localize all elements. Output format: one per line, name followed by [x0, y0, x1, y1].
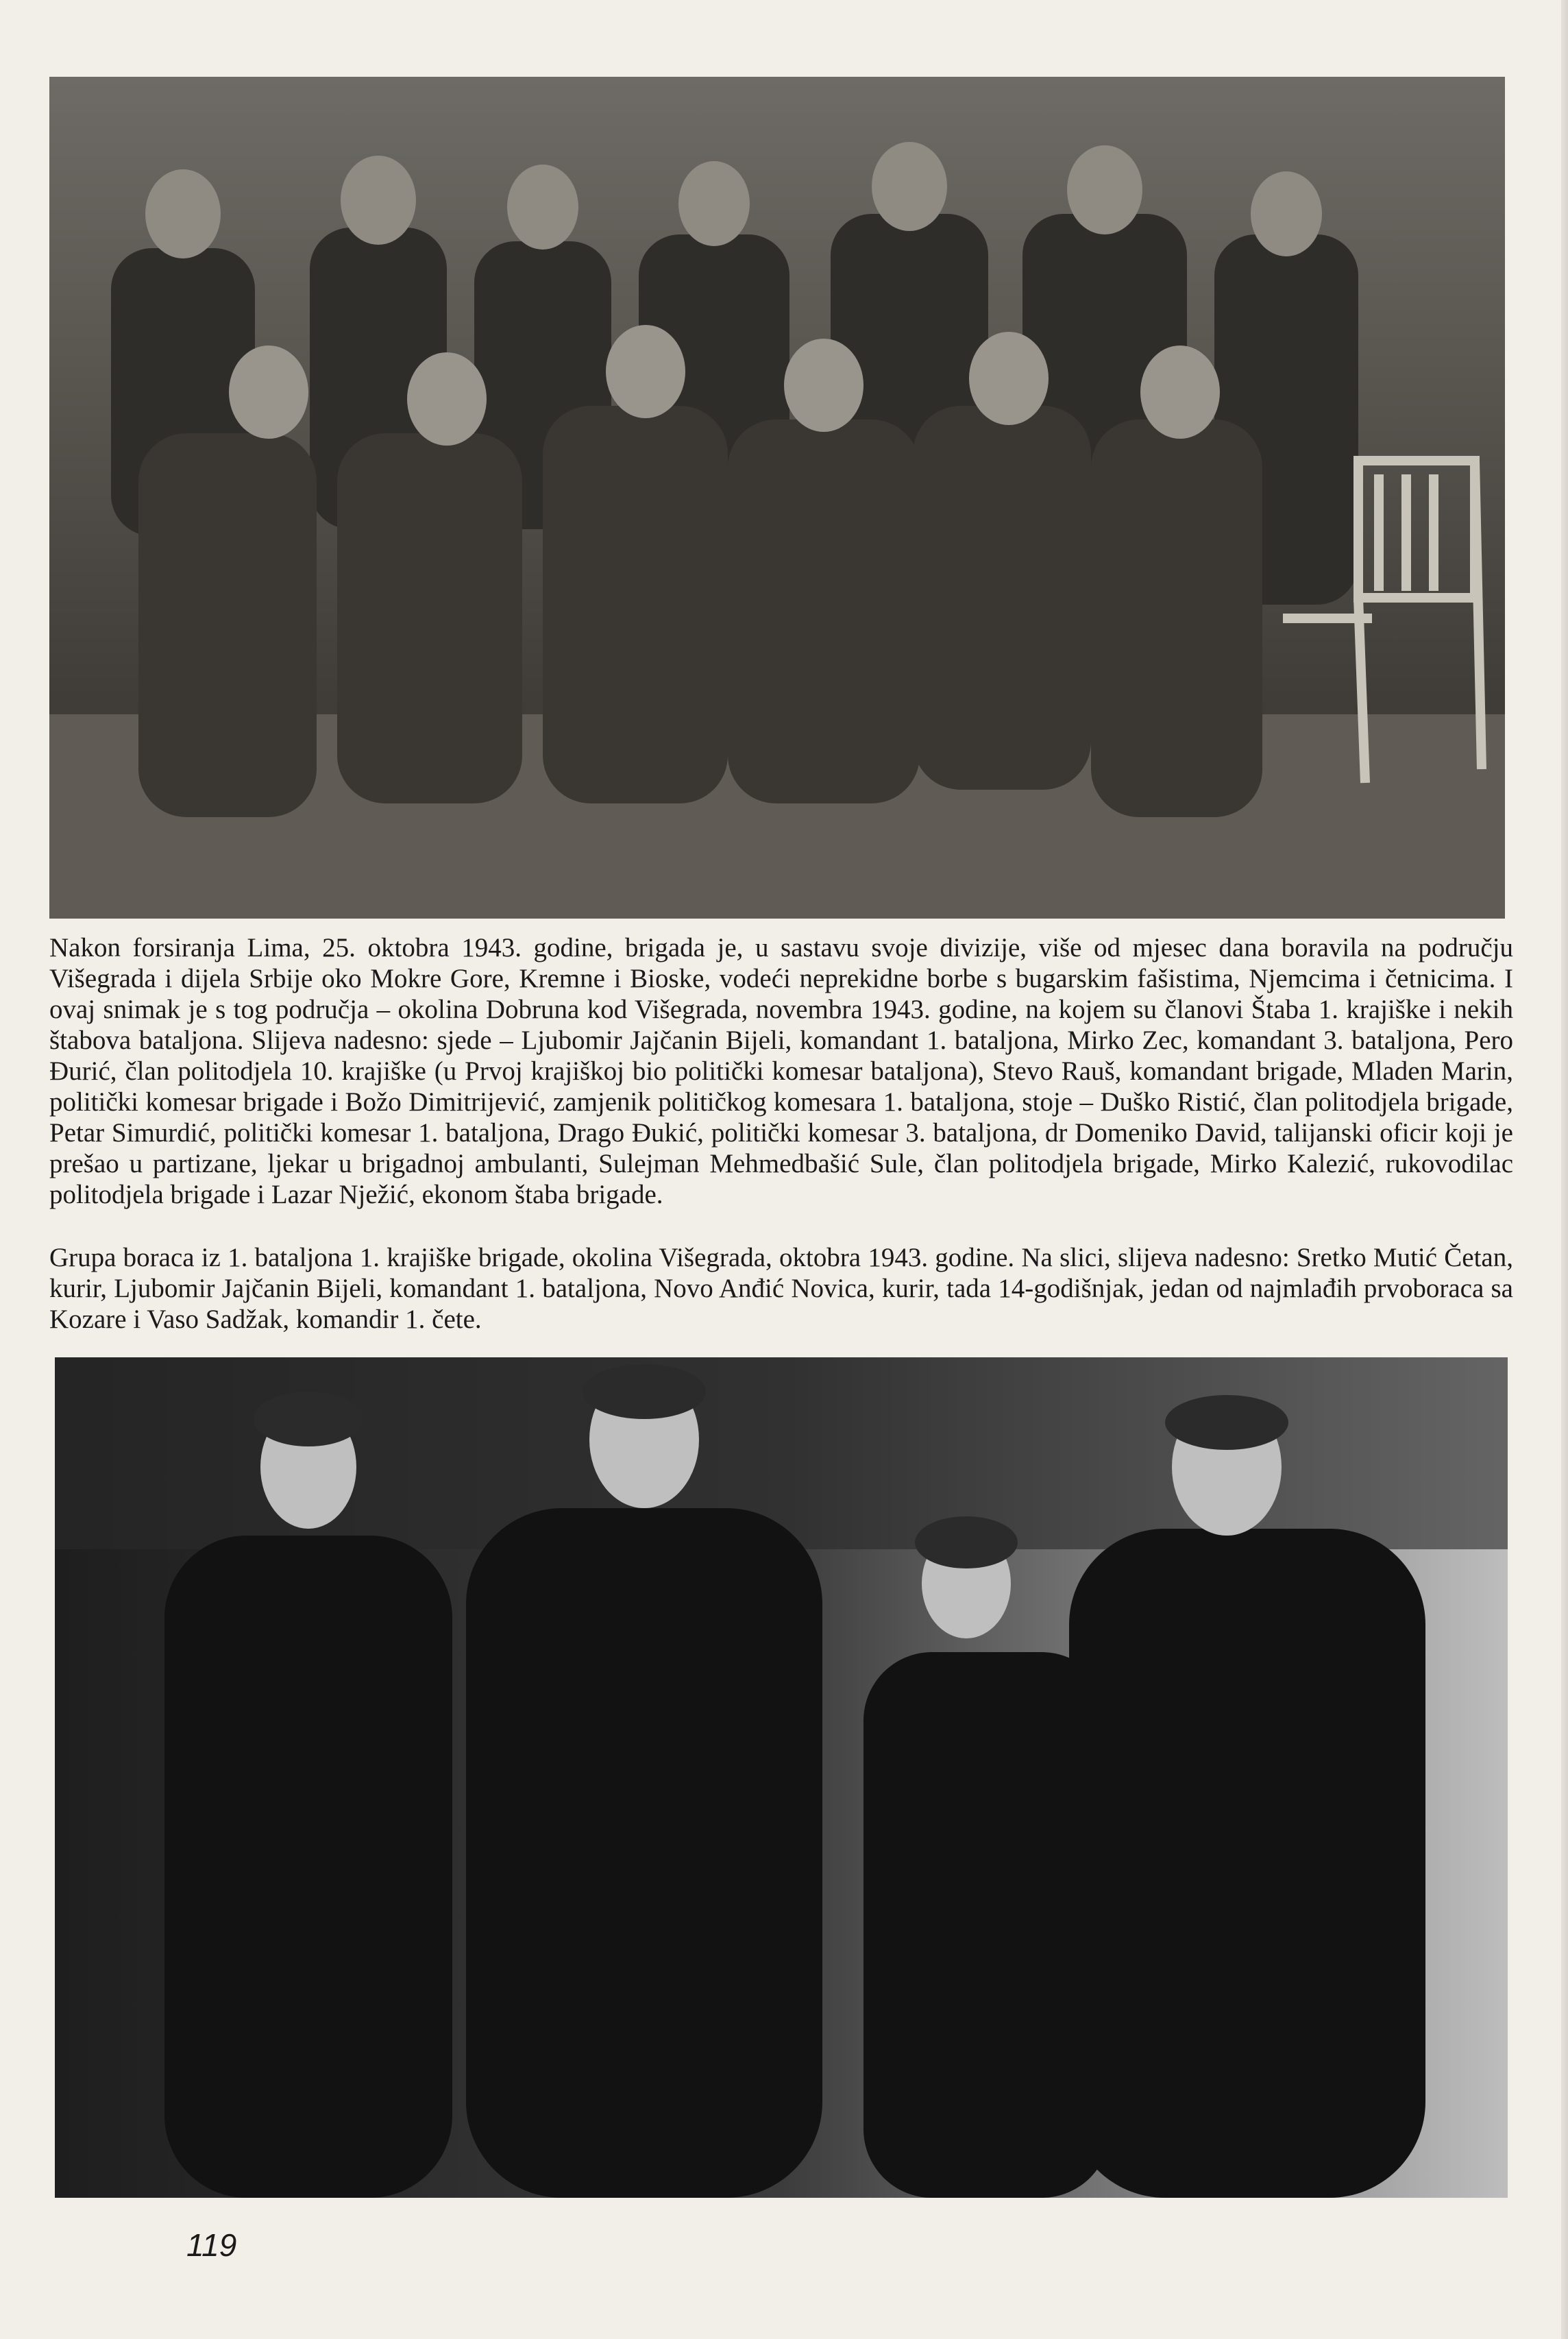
- group-photo-staff-icon: [49, 77, 1505, 919]
- page-number: 119: [186, 2227, 237, 2263]
- page-edge: [1561, 0, 1568, 2339]
- top-group-photo: [49, 77, 1505, 919]
- bottom-group-photo: [55, 1357, 1508, 2198]
- bottom-photo-caption: Grupa boraca iz 1. bataljona 1. krajiške brigade, okolina Višegrada, oktobra 1943. godine. Na slici, slijeva nadesno: Sretko Mutić Četan, kurir, Ljubomir Jajčanin Bijeli, komandant 1. bataljona, Novo Anđić Novica, kurir, tada 14-godišnjak, jedan od najmlađih prvoboraca sa Kozare i Vaso Sadžak, komandir 1. čete.: [49, 1243, 1513, 1334]
- group-photo-fighters-icon: [55, 1357, 1508, 2198]
- top-photo-caption: Nakon forsiranja Lima, 25. oktobra 1943. godine, brigada je, u sastavu svoje divizije, više od mjesec dana boravila na području Višegrada i dijela Srbije oko Mokre Gore, Kremne i Bioske, vodeći neprekidne borbe s bugarskim fašistima, Njemcima i četnicima. I ovaj snimak je s tog područja – okolina Dobruna kod Višegrada, novembra 1943. godine, na kojem su članovi Štaba 1. krajiške i nekih štabova bataljona. Slijeva nadesno: sjede – Ljubomir Jajčanin Bijeli, komandant 1. bataljona, Mirko Zec, komandant 3. bataljona, Pero Đurić, član politodjela 10. krajiške (u Prvoj krajiškoj bio politički komesar bataljona), Stevo Rauš, komandant brigade, Mladen Marin, politički komesar brigade i Božo Dimitrijević, zamjenik političkog komesara 1. bataljona, stoje – Duško Ristić, član politodjela brigade, Petar Simurdić, politički komesar 1. bataljona, Drago Đukić, politički komesar 3. bataljona, dr Domeniko David, talijanski oficir koji je prešao u partizane, ljekar u brigadnoj ambulanti, Sulejman Mehmedbašić Sule, član politodjela brigade, Mirko Kalezić, rukovodilac politodjela brigade i Lazar Nježić, ekonom štaba brigade.: [49, 933, 1513, 1209]
